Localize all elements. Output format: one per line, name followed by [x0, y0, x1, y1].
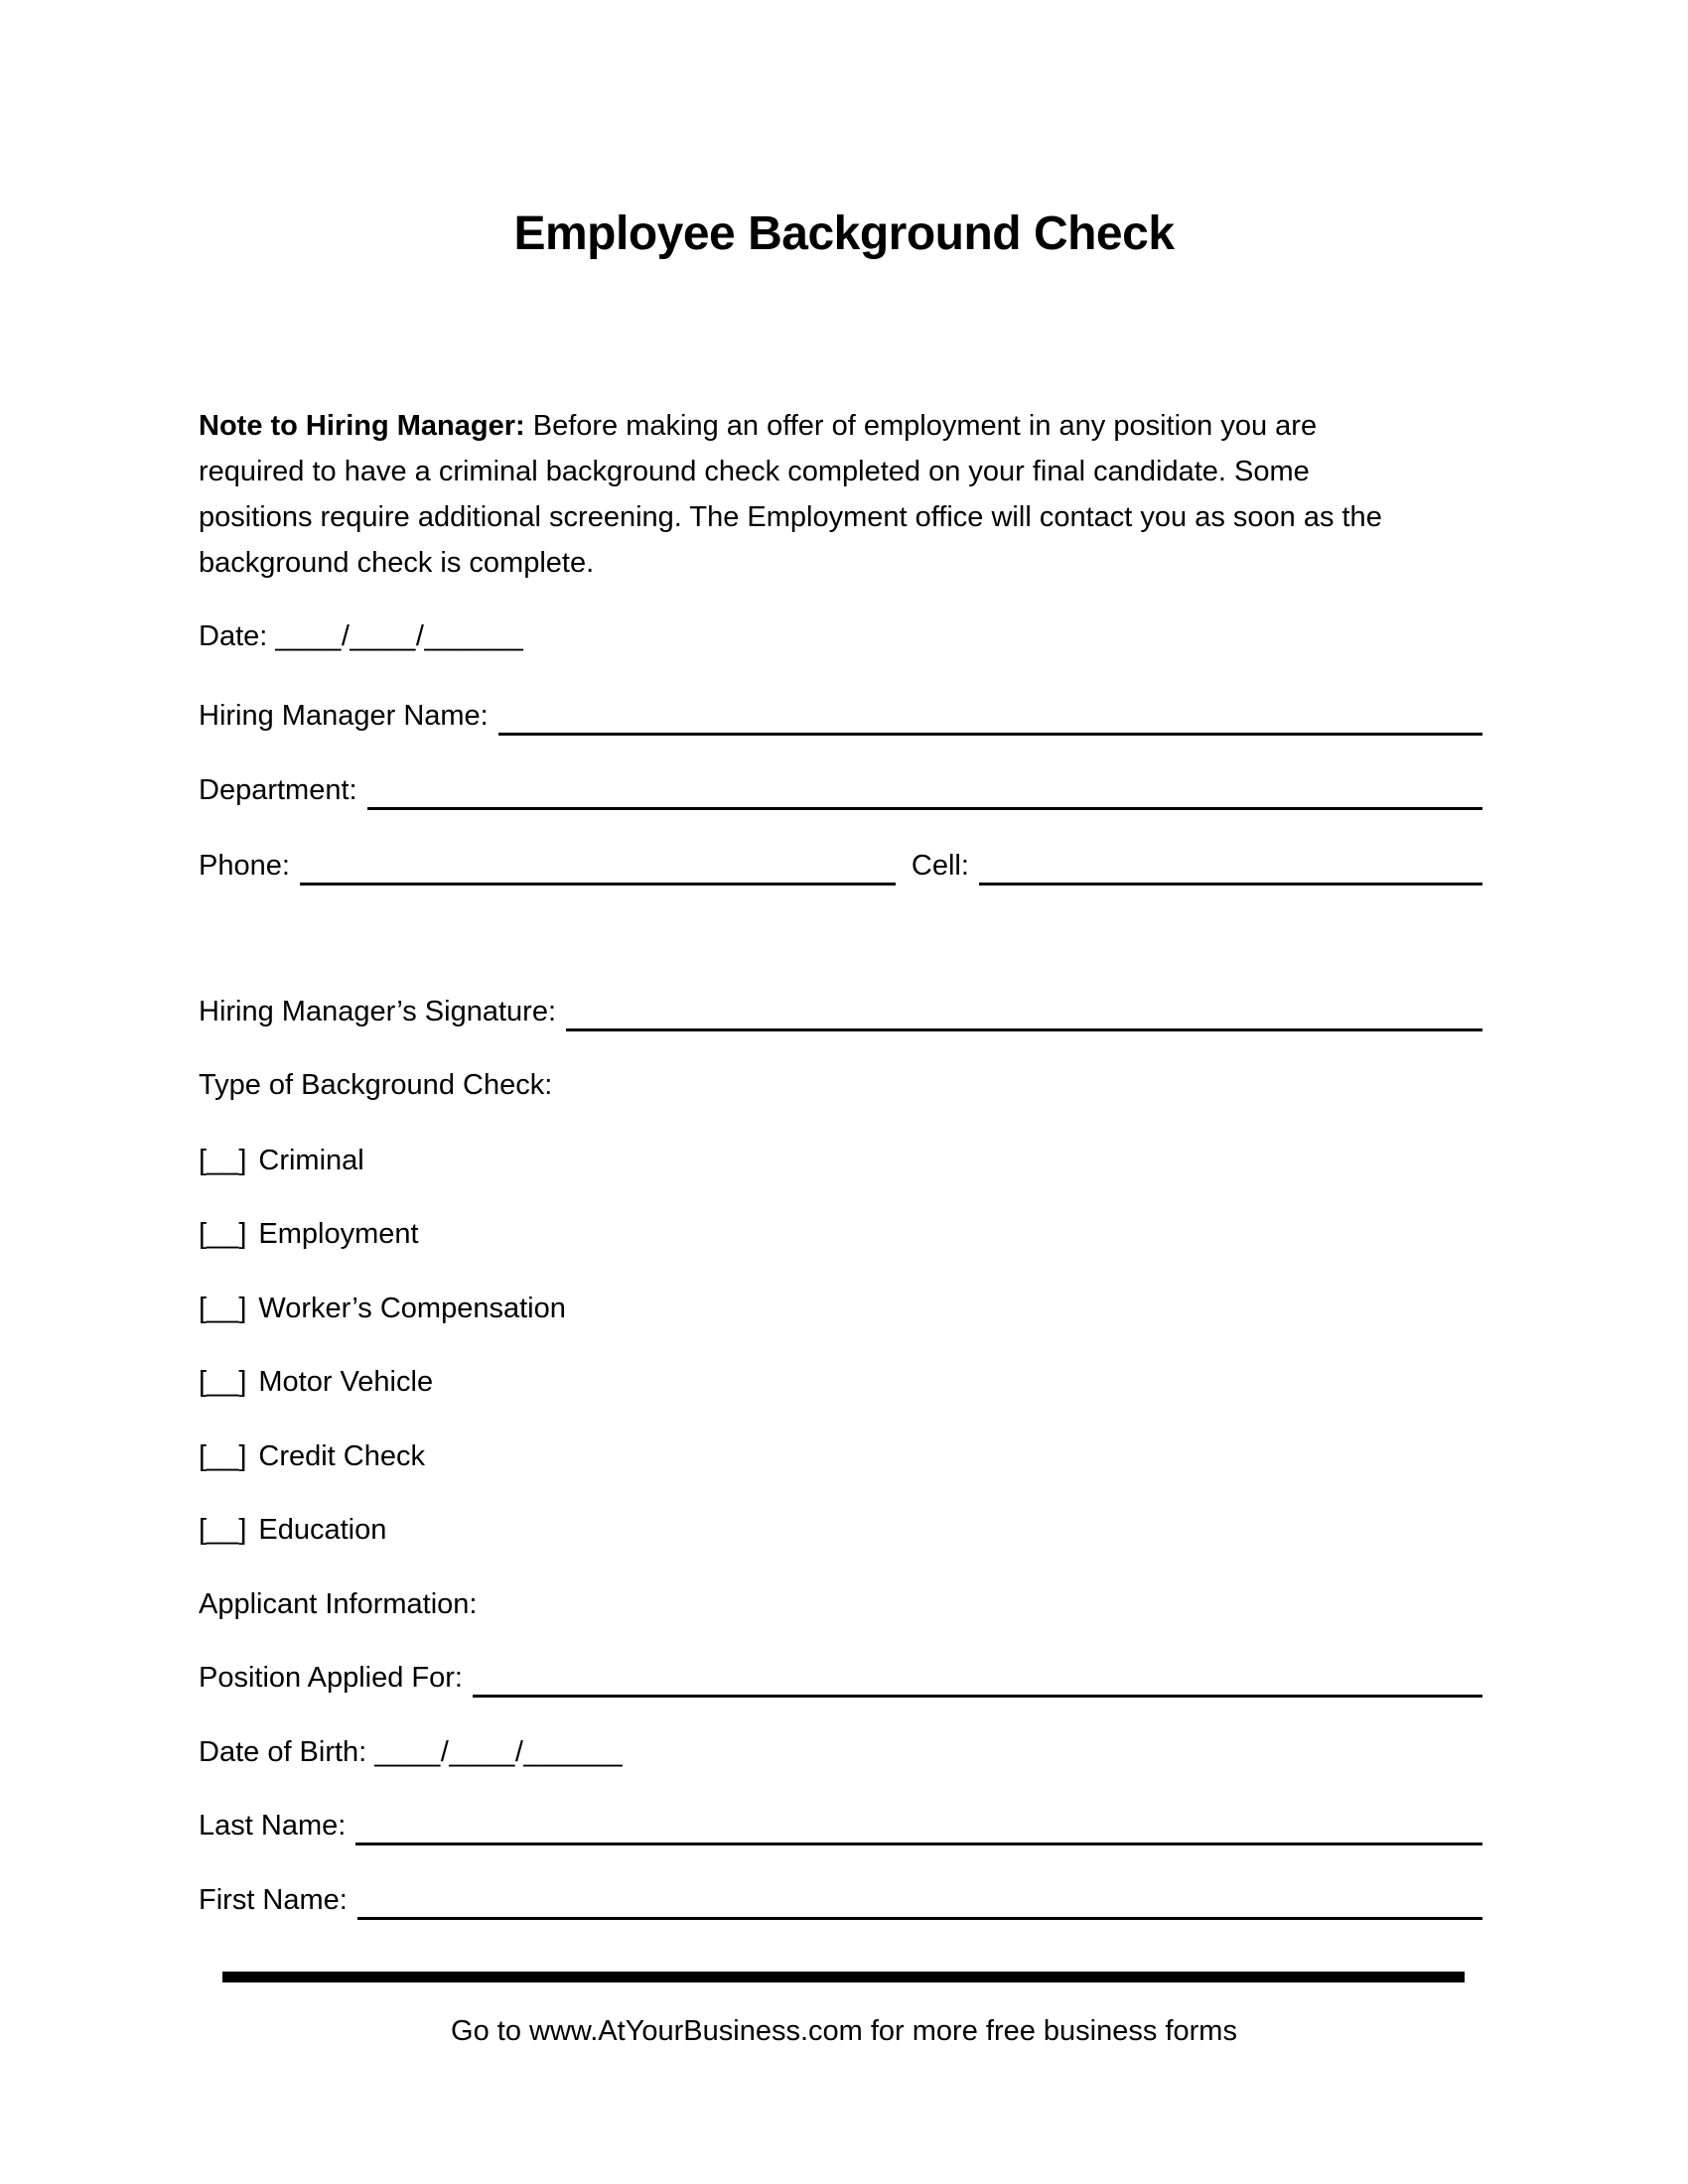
- checkbox-row-motor-vehicle: [199, 1359, 1482, 1405]
- motor-vehicle-checkbox[interactable]: [__]: [199, 1366, 247, 1398]
- field-row-hiring-manager-name: [199, 693, 1482, 739]
- last-name-line[interactable]: [355, 1803, 1482, 1845]
- education-checkbox[interactable]: [__]: [199, 1514, 247, 1546]
- field-row-last-name: [199, 1803, 1482, 1848]
- signature-label: Hiring Manager’s Signature:: [199, 996, 557, 1027]
- date-of-birth-blank-field[interactable]: ____/____/______: [374, 1736, 624, 1768]
- field-row-department: [199, 767, 1482, 813]
- workers-compensation-checkbox[interactable]: [__]: [199, 1293, 247, 1324]
- note-line-3: positions require additional screening. The Employment office will contact you as soon as the: [199, 501, 1382, 533]
- date-label: Date:: [199, 620, 268, 652]
- credit-check-label: Credit Check: [258, 1440, 425, 1472]
- field-row-date: [199, 614, 1482, 659]
- criminal-checkbox[interactable]: [__]: [199, 1145, 247, 1176]
- phone-line[interactable]: [300, 843, 896, 886]
- phone-label: Phone:: [199, 850, 290, 882]
- note-paragraph: [199, 403, 1489, 586]
- criminal-label: Criminal: [258, 1145, 364, 1176]
- footer-divider-rule: [222, 1972, 1465, 1982]
- applicant-information-heading: Applicant Information:: [199, 1588, 478, 1620]
- workers-compensation-label: Worker’s Compensation: [258, 1293, 566, 1324]
- checkbox-row-criminal: [199, 1138, 1482, 1183]
- signature-line[interactable]: [566, 989, 1482, 1031]
- field-row-first-name: [199, 1877, 1482, 1923]
- field-row-phone-cell: [199, 843, 1482, 888]
- field-row-date-of-birth: [199, 1729, 1482, 1775]
- employment-label: Employment: [258, 1218, 419, 1250]
- hiring-manager-name-line[interactable]: [498, 693, 1482, 736]
- background-check-heading: Type of Background Check:: [199, 1069, 553, 1101]
- footer-text: Go to www.AtYourBusiness.com for more free business forms: [451, 2015, 1237, 2047]
- position-applied-for-line[interactable]: [473, 1655, 1482, 1698]
- checkbox-row-credit-check: [199, 1433, 1482, 1479]
- note-line-2: required to have a criminal background check completed on your final candidate. Some: [199, 456, 1310, 487]
- checkbox-row-workers-compensation: [199, 1286, 1482, 1331]
- note-label: Note to Hiring Manager:: [199, 410, 525, 442]
- page-title: Employee Background Check: [513, 207, 1175, 260]
- education-label: Education: [258, 1514, 387, 1546]
- field-row-position-applied-for: [199, 1655, 1482, 1701]
- first-name-line[interactable]: [357, 1877, 1482, 1920]
- cell-label: Cell:: [911, 850, 969, 882]
- note-line-1-text: Before making an offer of employment in any position you are: [524, 410, 1318, 442]
- position-applied-for-label: Position Applied For:: [199, 1662, 463, 1694]
- department-line[interactable]: [367, 767, 1482, 810]
- field-row-signature: [199, 989, 1482, 1034]
- checkbox-row-employment: [199, 1211, 1482, 1257]
- credit-check-checkbox[interactable]: [__]: [199, 1440, 247, 1472]
- date-of-birth-label: Date of Birth:: [199, 1736, 367, 1768]
- hiring-manager-name-label: Hiring Manager Name:: [199, 700, 489, 732]
- employment-checkbox[interactable]: [__]: [199, 1218, 247, 1250]
- department-label: Department:: [199, 774, 357, 806]
- last-name-label: Last Name:: [199, 1810, 347, 1842]
- first-name-label: First Name:: [199, 1884, 348, 1916]
- motor-vehicle-label: Motor Vehicle: [258, 1366, 434, 1398]
- note-line-4: background check is complete.: [199, 547, 595, 579]
- cell-line[interactable]: [979, 843, 1482, 886]
- checkbox-row-education: [199, 1507, 1482, 1553]
- date-blank-field[interactable]: ____/____/______: [275, 620, 524, 652]
- note-line-1: [199, 403, 1489, 449]
